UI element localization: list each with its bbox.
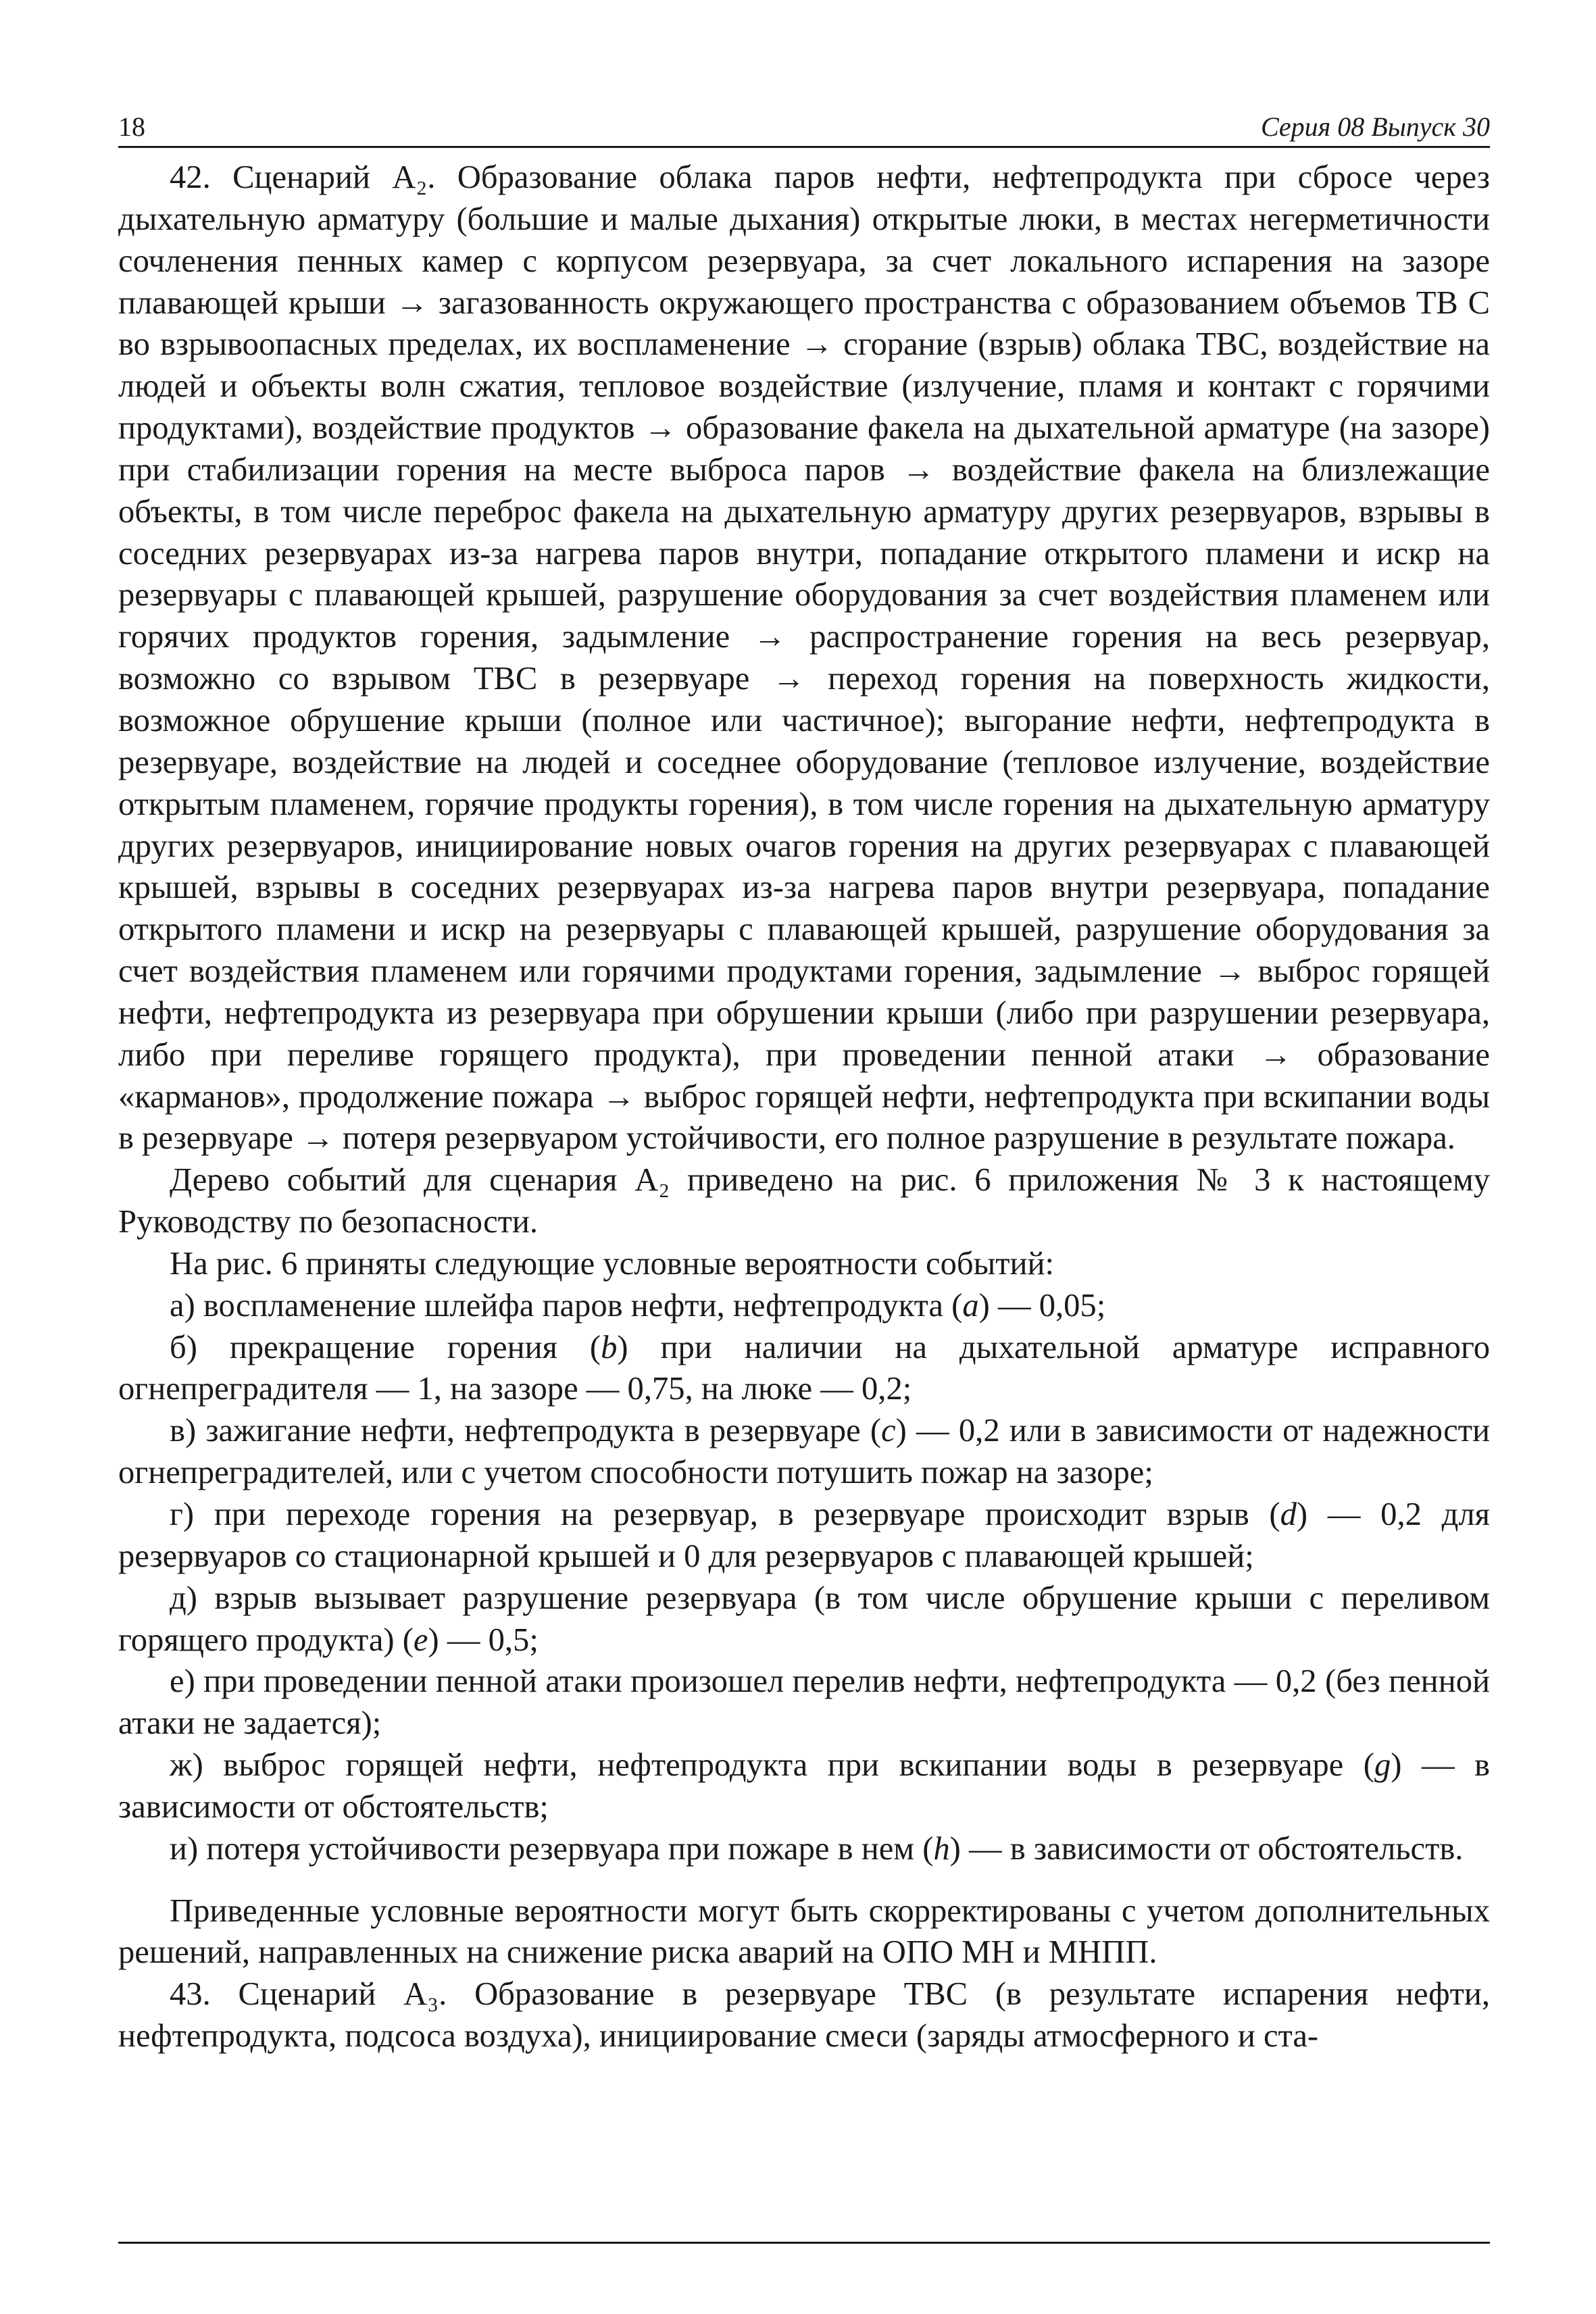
series-issue: Серия 08 Выпуск 30 (1260, 111, 1490, 142)
paragraph-scenario-a2: 42. Сценарий А₂. Образование облака паров нефти, нефтепродукта при сбросе через дыхательную арматуру (большие и малые дыхания) открытые люки, в местах негерметичности сочленения пенных камер с корпусом резервуара, за счет локального испарения на зазоре плавающей крыши → загазованность окружающего пространства с образованием объемов ТВ С во взрывоопасных пределах, их воспламенение → сгорание (взрыв) облака ТВС, воздействие на людей и объекты волн сжатия, тепловое воздействие (излучение, пламя и контакт с горячими продуктами), воздействие продуктов → образование факела на дыхательной арматуре (на зазоре) при стабилизации горения на месте выброса паров → воздействие факела на близлежащие объекты, в том числе переброс факела на дыхательную арматуру других резервуаров, взрывы в соседних резервуарах из-за нагрева паров внутри, попадание открытого пламени и искр на резервуары с плавающей крышей, разрушение оборудования за счет воздействия пламенем или горячих продуктов горения, задымление → распространение горения на весь резервуар, возможно со взрывом ТВС в резервуаре → переход горения на поверхность жидкости, возможное обрушение крыши (полное или частичное); выгорание нефти, нефтепродукта в резервуаре, воздействие на людей и соседнее оборудование (тепловое излучение, воздействие открытым пламенем, горячие продукты горения), в том числе горения на дыхательную арматуру других резервуаров, инициирование новых очагов горения на других резервуарах с плавающей крышей, взрывы в соседних резервуарах из-за нагрева паров внутри резервуара, попадание открытого пламени и искр на резервуары с плавающей крышей, разрушение оборудования за счет воздействия пламенем или горячими продуктами горения, задымление → выброс горящей нефти, нефтепродукта из резервуара при обрушении крыши (либо при разрушении резервуара, либо при переливе горящего продукта), при проведении пенной атаки → образование «карманов», продолжение пожара → выброс горящей нефти, нефтепродукта при вскипании воды в резервуаре → потеря резервуаром устойчивости, его полное разрушение в результате пожара. (118, 159, 1490, 1157)
page-header (118, 101, 1490, 148)
paragraph-adjustment: Приведенные условные вероятности могут быть скорректированы с учетом дополнительных решений, направленных на снижение риска аварий на ОПО МН и МНПП. (118, 1892, 1490, 1971)
list-item-b: б) прекращение горения (b) при наличии на дыхательной арматуре исправного огнепреградителя — 1, на зазоре — 0,75, на люке — 0,2; (118, 1328, 1490, 1407)
paragraph-event-tree: Дерево событий для сценария А₂ приведено на рис. 6 приложения № 3 к настоящему Руководству по безопасности. (118, 1161, 1490, 1240)
probability-symbol: e (413, 1621, 428, 1658)
list-item-d: г) при переходе горения на резервуар, в резервуаре происходит взрыв (d) — 0,2 для резервуаров со стационарной крышей и 0 для резервуаров с плавающей крышей; (118, 1496, 1491, 1574)
list-item-a: а) воспламенение шлейфа паров нефти, нефтепродукта (a) — 0,05; (170, 1286, 1106, 1324)
probability-symbol: c (881, 1412, 896, 1449)
probability-symbol: h (933, 1830, 950, 1867)
paragraph-probabilities-intro: На рис. 6 приняты следующие условные вероятности событий: (170, 1244, 1054, 1282)
list-item-c: в) зажигание нефти, нефтепродукта в резервуаре (c) — 0,2 или в зависимости от надежности огнепреградителей, или с учетом способности потушить пожар на зазоре; (118, 1412, 1490, 1491)
probability-symbol: b (601, 1328, 618, 1365)
probability-symbol: a (962, 1286, 979, 1324)
probability-symbol: g (1374, 1746, 1391, 1784)
page-body (118, 157, 1490, 2057)
list-item-e: д) взрыв вызывает разрушение резервуара (в том числе обрушение крыши с переливом горящего продукта) (e) — 0,5; (118, 1579, 1490, 1658)
list-item-f: е) при проведении пенной атаки произошел перелив нефти, нефтепродукта — 0,2 (без пенной атаки не задается); (118, 1663, 1490, 1742)
page-number: 18 (118, 111, 145, 142)
bottom-rule (118, 2242, 1490, 2244)
paragraph-scenario-a3: 43. Сценарий А₃. Образование в резервуаре ТВС (в результате испарения нефти, нефтепродукта, подсоса воздуха), инициирование смеси (заряды атмосферного и ста- (118, 1976, 1490, 2055)
list-item-g: ж) выброс горящей нефти, нефтепродукта при вскипании воды в резервуаре (g) — в зависимости от обстоятельств; (118, 1746, 1490, 1825)
probability-symbol: d (1280, 1496, 1297, 1532)
list-item-h: и) потеря устойчивости резервуара при пожаре в нем (h) — в зависимости от обстоятельств. (170, 1830, 1464, 1867)
